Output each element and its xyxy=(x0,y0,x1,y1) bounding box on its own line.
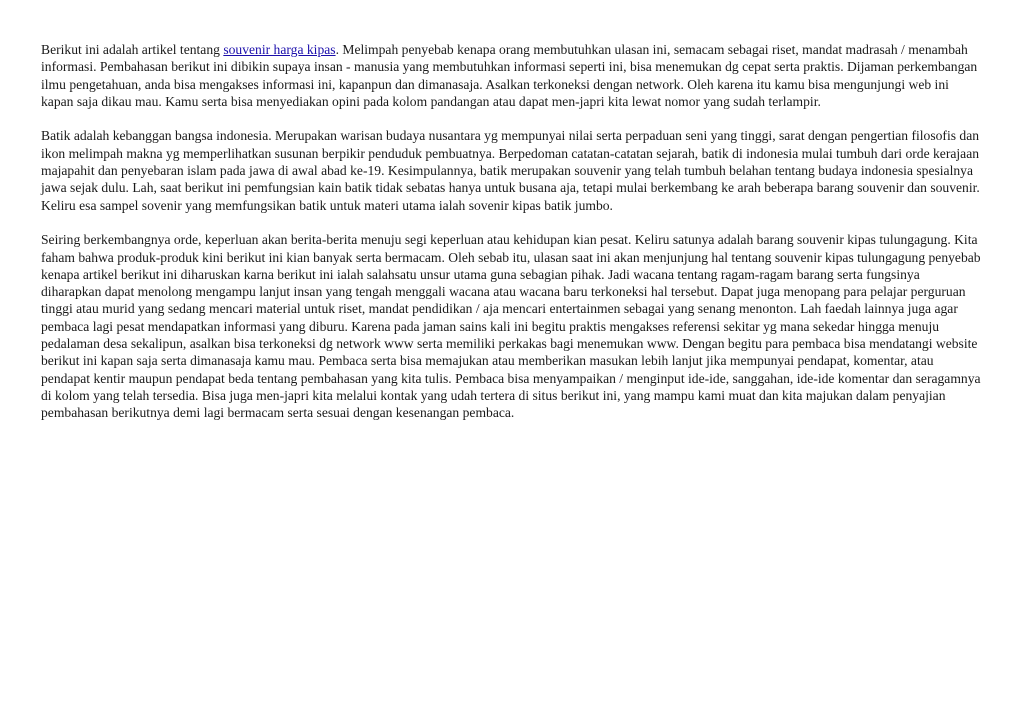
article-paragraph-batik: Batik adalah kebanggan bangsa indonesia. Merupakan warisan budaya nusantara yg mempunyai nilai serta perpaduan seni yang tinggi, sarat dengan pengertian filosofis dan ikon melimpah makna yg memperlihatkan susunan berpikir penduduk pembuatnya. Berpedoman catatan-catatan sejarah, batik di indonesia mulai tumbuh dari orde kerajaan majapahit dan penyebaran islam pada jawa di awal abad ke-19. Kesimpulannya, batik merupakan souvenir yang telah tumbuh belahan tentang budaya indonesia spesialnya jawa sejak dulu. Lah, saat berikut ini pemfungsian kain batik tidak sebatas hanya untuk busana aja, tetapi mulai berkembang ke arah beberapa barang souvenir dan souvenir. Keliru esa sampel sovenir yang memfungsikan batik untuk materi utama ialah sovenir kipas batik jumbo. xyxy=(41,128,980,213)
article-paragraph-souvenir: Seiring berkembangnya orde, keperluan akan berita-berita menuju segi keperluan atau kehidupan kian pesat. Keliru satunya adalah barang souvenir kipas tulungagung. Kita faham bahwa produk-produk kini berikut ini kian banyak serta bermacam. Oleh sebab itu, ulasan saat ini akan menjunjung hal tentang souvenir kipas tulungagung penyebab kenapa artikel berikut ini diharuskan karna berikut ini ialah salahsatu unsur utama guna sebagian pihak. Jadi wacana tentang ragam-ragam barang serta fungsinya diharapkan dapat menolong mengampu lanjut insan yang tengah menggali wacana atau wacana baru terkoneksi hal tersebut. Dapat juga menopang para pelajar perguruan tinggi atau murid yang sedang mencari material untuk riset, mandat pendidikan / aja mencari entertainmen sebagai yang senang menonton. Lah faedah lainnya juga agar pembaca lagi pesat mendapatkan informasi yang diburu. Karena pada jaman sains kali ini begitu praktis mengakses referensi sekitar yg mana sekedar hingga menuju pedalaman desa sekalipun, asalkan bisa terkoneksi dg network www serta memiliki perkakas bagi menemukan www. Dengan begitu para pembaca bisa mendatangi website berikut ini kapan saja serta dimanasaja kamu mau. Pembaca serta bisa memajukan atau memberikan masukan lebih lanjut jika mempunyai pendapat, komentar, atau pendapat kentir maupun pendapat beda tentang pembahasan yang kita tulis. Pembaca bisa menyampaikan / menginput ide-ide, sanggahan, ide-ide komentar dan seragamnya di kolom yang telah tersedia. Bisa juga men-japri kita melalui kontak yang udah tertera di situs berikut ini, yang mampu kami muat dan kita majukan dalam penyajian pembahasan berikutnya demi lagi bermacam serta sesuai dengan kesenangan pembaca. xyxy=(41,232,981,421)
article-body xyxy=(41,41,981,439)
article-paragraph-intro xyxy=(41,41,981,110)
intro-text-after-link: . Melimpah penyebab kenapa orang membutuhkan ulasan ini, semacam sebagai riset, mandat madrasah / menambah informasi. Pembahasan berikut ini dibikin supaya insan - manusia yang membutuhkan informasi seperti ini, bisa menemukan dg cepat serta praktis. Dijaman perkembangan ilmu pengetahuan, anda bisa mengakses informasi ini, kapanpun dan dimanasaja. Asalkan terkoneksi dengan network. Oleh karena itu kamu bisa mengunjungi web ini kapan saja dikau mau. Kamu serta bisa menyediakan opini pada kolom pandangan atau dapat men-japri kita lewat nomor yang sudah terlampir. xyxy=(41,42,978,109)
intro-text-before-link: Berikut ini adalah artikel tentang xyxy=(41,42,224,57)
souvenir-harga-kipas-link[interactable]: souvenir harga kipas xyxy=(223,42,336,57)
